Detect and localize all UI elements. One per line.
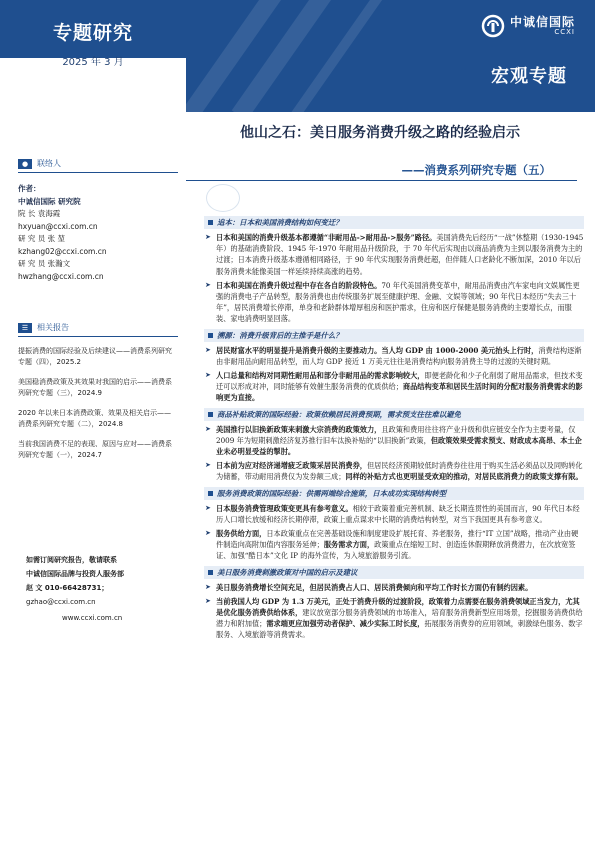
contact-line: 中诚信国际 研究院: [18, 196, 81, 206]
paragraph-emphasis: 同样的补贴方式也更明显受欢迎的推动，对居民底消费力的政策支撑有限。: [345, 472, 583, 482]
arrow-bullet-icon: ➤: [205, 503, 211, 512]
bullet-paragraph: [204, 370, 584, 404]
section-label: 宏观专题: [491, 66, 567, 87]
brand-logo: [481, 14, 575, 38]
document-icon: ☰: [18, 323, 32, 333]
section-bullet-icon: [208, 220, 213, 225]
paragraph-text: 相较于政策着重完善机制、缺乏长期连贯性的美国而言，90 年代日本经历人口增长放缓和经济长期停滞，政策上重点谋求中长期的消费结构转型，对当下我国更具有参考意义。: [216, 503, 580, 524]
bullet-paragraph: [204, 232, 584, 277]
paragraph-emphasis: 但政策效果受需求预支、财政成本高昂、本土企业未必明显受益的掣肘。: [216, 435, 582, 457]
contact-line: 作者：: [18, 184, 41, 193]
paragraph-text: 建议放宽部分服务消费领域的市场准入，培育服务消费新型应用场景，挖掘服务消费供给潜力和附加值；: [216, 608, 583, 629]
section-bullet-icon: [208, 412, 213, 417]
report-subtitle: ——消费系列研究专题（五）: [401, 163, 551, 177]
paragraph-emphasis: 需求端更应加强劳动者保护、减少实际工时长度，: [266, 619, 425, 629]
subscribe-info: [26, 553, 186, 609]
section-heading: [204, 408, 584, 421]
paragraph-text: 但居民经济预期较低时消费券往往用于购买生活必须品以及同购转化为储蓄，带动耐用消费仅为发券额三成；: [216, 461, 583, 482]
paragraph-text: 拓展服务消费券的应用领域，刺激绿色服务、数字服务、入境旅游等消费需求。: [216, 619, 583, 640]
related-reports-heading: [18, 322, 178, 337]
related-report-item: 2020 年以来日本消费政策、效果及相关启示——消费系列研究专题（二），2024.8: [18, 409, 172, 428]
title-divider: [186, 180, 577, 181]
subscribe-line: 赵 文 010-66428731；: [26, 584, 109, 592]
related-report-item: 美国稳消费政策及其效果对我国的启示——消费系列研究专题（三），2024.9: [18, 378, 172, 397]
section-heading: [204, 216, 584, 229]
contact-line: hxyuan@ccxi.com.cn: [18, 221, 98, 231]
decorative-circle: [206, 184, 240, 212]
contact-line: 院 长 袁海霞: [18, 209, 61, 218]
header-left-block: [0, 0, 186, 78]
bullet-paragraph: [204, 460, 584, 482]
paragraph-lead: 日本和美国在消费升级过程中存在各自的阶段特色。: [216, 280, 382, 290]
bullet-paragraph: [204, 528, 584, 562]
contacts-heading-label: 联络人: [37, 159, 61, 168]
paragraph-lead: 美国推行以旧换新政策来刺激大宗消费的政策效力，: [216, 424, 382, 434]
paragraph-text: 消费结构逐渐由非耐用品向耐用品转型，而人均 GDP 接近 1 万美元往往是消费结构向服务消费主导的过渡的关键时期。: [216, 345, 582, 366]
ccxi-logo-icon: [481, 14, 505, 38]
paragraph-text: 即便老龄化和少子化削弱了耐用品需求，但技术变迁可以形成对冲，同时能够有效催生服务消费的优质供给；: [216, 371, 583, 392]
section-bullet-icon: [208, 333, 213, 338]
paragraph-lead: 美日服务消费增长空间充足，但居民消费占人口、居民消费倾向和平均工作时长方面仍有制约因素。: [216, 582, 533, 592]
subscribe-line: gzhao@ccxi.com.cn: [26, 598, 96, 606]
contact-line: hwzhang@ccxi.com.cn: [18, 271, 104, 281]
arrow-bullet-icon: ➤: [205, 280, 211, 289]
related-report-item: 提振消费的国际经验及后续建议——消费系列研究专题（四），2025.2: [18, 347, 172, 366]
arrow-bullet-icon: ➤: [205, 582, 211, 591]
arrow-bullet-icon: ➤: [205, 345, 211, 354]
bullet-paragraph: [204, 596, 584, 641]
paragraph-text: 美国消费先后经历“一战”休整期（1930-1945 年）的基础消费阶段、1945 年-1970 年耐用品升级阶段，于 70 年代后实现由以商品消费为主到以服务消费为主的过渡；日本消费升级基本遵循相同路径，于 90 年代实现服务消费赶超，但伴随人口老龄化不断加深，2010 年以后服务消费未能像美国一样延续持续高涨的趋势。: [216, 233, 584, 276]
bullet-paragraph: [204, 280, 584, 325]
arrow-bullet-icon: ➤: [205, 596, 211, 605]
arrow-bullet-icon: ➤: [205, 424, 211, 433]
paragraph-lead: 当前我国人均 GDP 为 1.3 万美元，正处于消费升级的过渡阶段，政策着力点需要在服务消费领域正当发力，尤其是优化服务消费供给体系，: [216, 596, 580, 618]
report-title: 他山之石：美日服务消费升级之路的经验启示: [240, 125, 520, 141]
arrow-bullet-icon: ➤: [205, 371, 211, 380]
section-heading-text: 美日服务消费刺激政策对中国的启示及建议: [217, 567, 358, 577]
contacts-panel: [18, 158, 178, 283]
paragraph-lead: 人口总量和结构对同期性耐用品和部分非耐用品的需求影响较大，: [216, 371, 425, 381]
related-report-item: 当前我国消费不足的表现、原因与应对——消费系列研究专题（一），2024.7: [18, 440, 172, 459]
paragraph-emphasis: 商品结构变革和居民生活时间的分配对服务消费需求的影响更为直接。: [216, 382, 583, 403]
paragraph-emphasis: 服务需求方面，: [323, 540, 375, 550]
paragraph-lead: 日本和美国的消费升级基本都遵循“非耐用品->耐用品->服务”路径。: [216, 233, 437, 242]
paragraph-lead: 日本服务消费管理政策变更具有参考意义。: [216, 503, 353, 513]
arrow-bullet-icon: ➤: [205, 233, 211, 241]
section-heading-text: 服务消费政策的国际经验：供需两端综合施策，日本成功实现结构转型: [217, 488, 447, 498]
paragraph-text: 日本政策重点在完善基础设施和制度建设扩展托育、养老服务，推行“IT 立国”战略，推动产业由硬件制造向高附加值内容服务延伸；: [216, 529, 579, 550]
section-bullet-icon: [208, 570, 213, 575]
section-heading-text: 追本：日本和美国消费结构如何变迁？: [217, 218, 343, 227]
section-bullet-icon: [208, 491, 213, 496]
subscribe-line: 中诚信国际品牌与投资人服务部: [26, 570, 124, 578]
paragraph-lead: 居民财富水平的明显提升是消费升级的主要推动力。当人均 GDP 由 1000-2000 美元抬头上行时，: [216, 345, 539, 355]
paragraph-text: 且政策和费用往往将产业升级和供应链安全作为主要考量，仅 2009 年为短期刺激经济复苏推行旧车汰换补贴的“以旧换新”政策，: [216, 424, 576, 445]
section-heading: [204, 566, 584, 579]
report-body: [204, 212, 584, 641]
brand-name-en: CCXI: [554, 27, 575, 36]
paragraph-lead: 日本前为应对经济递增疲乏政策采居民消费券，: [216, 461, 367, 471]
report-date: 2025 年 3 月: [62, 57, 124, 68]
paragraph-lead: 服务供给方面，: [216, 529, 267, 539]
related-reports-list: [18, 346, 178, 461]
arrow-bullet-icon: ➤: [205, 529, 211, 538]
website-link[interactable]: www.ccxi.com.cn: [62, 614, 123, 622]
bullet-paragraph: [204, 345, 584, 367]
bullet-paragraph: [204, 582, 584, 593]
person-icon: ●: [18, 159, 32, 169]
doc-type-label: 专题研究: [52, 22, 133, 44]
contact-line: kzhang02@ccxi.com.cn: [18, 246, 107, 256]
contacts-list: [18, 183, 178, 283]
section-heading-text: 溯源：消费升级背后的主推手是什么？: [217, 330, 343, 340]
paragraph-text: 70 年代美国消费变革中，耐用品消费由汽车家电向文娱属性更强的消费电子产品转型，服务消费也由传统服务扩展至健康护理、金融、文娱等领域；90 年代日本经历“失去三十年”，居民消费增长停滞，单身和老龄群体增厚租房和医护需求，住房和医疗保健是服务消费的主要增长点，而服装、家电消费明显回落。: [216, 280, 580, 324]
subscribe-line: 如需订阅研究报告，敬请联系: [26, 556, 117, 564]
section-heading: [204, 487, 584, 500]
section-heading: [204, 329, 584, 342]
bullet-paragraph: [204, 424, 584, 458]
page-header: [0, 0, 595, 112]
related-reports-heading-label: 相关报告: [37, 323, 69, 332]
related-reports-panel: [18, 322, 178, 461]
brand-name-cn: 中诚信国际: [509, 15, 575, 30]
bullet-paragraph: [204, 503, 584, 525]
paragraph-text: 政策重点在缩短工时、创造连休假期释放消费潜力，在次放宽签证、加强“酷日本”文化 IP 的海外宣传，为入境旅游服务引流。: [216, 540, 576, 561]
contact-line: 研 究 员 张瀚文: [18, 259, 71, 268]
arrow-bullet-icon: ➤: [205, 461, 211, 470]
contact-line: 研 究 员 张 堃: [18, 234, 66, 243]
section-heading-text: 商品补贴政策的国际经验：政策依赖居民消费预期，需求预支往往难以避免: [217, 409, 461, 419]
header-banner: [186, 0, 595, 112]
contacts-heading: [18, 158, 178, 173]
